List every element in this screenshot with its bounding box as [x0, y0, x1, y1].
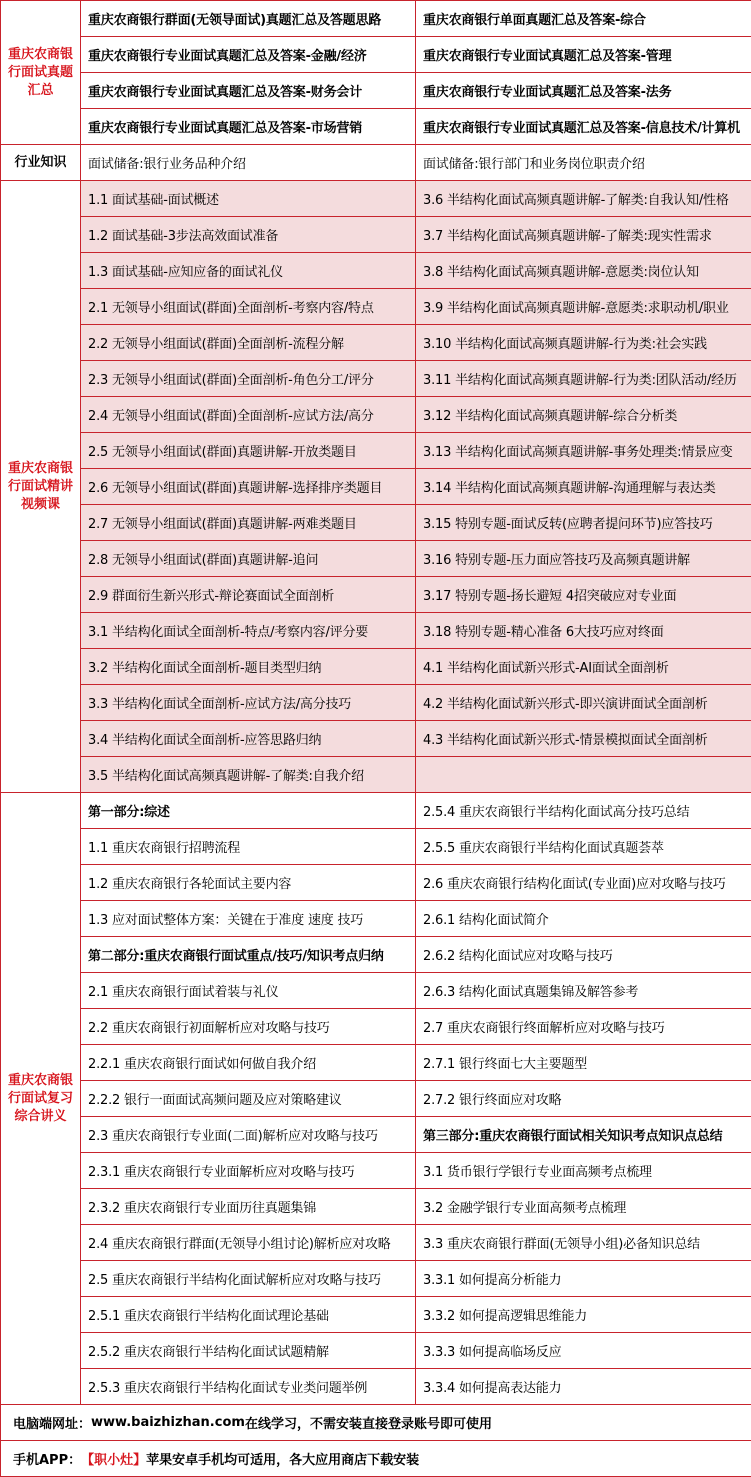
review-item[interactable]: 3.3.2 如何提高逻辑思维能力: [415, 1296, 751, 1333]
video_course-item[interactable]: 3.9 半结构化面试高频真题讲解-意愿类:求职动机/职业: [415, 288, 751, 325]
review-item[interactable]: 2.6.3 结构化面试真题集锦及解答参考: [415, 972, 751, 1009]
video_course-item[interactable]: 3.13 半结构化面试高频真题讲解-事务处理类:情景应变: [415, 432, 751, 469]
review-item[interactable]: 2.7.1 银行终面七大主要题型: [415, 1044, 751, 1081]
review-item[interactable]: 2.7.2 银行终面应对攻略: [415, 1080, 751, 1117]
video_course-item[interactable]: 2.1 无领导小组面试(群面)全面剖析-考察内容/特点: [80, 288, 416, 325]
video_course-item[interactable]: 2.5 无领导小组面试(群面)真题讲解-开放类题目: [80, 432, 416, 469]
review-item[interactable]: 2.5.3 重庆农商银行半结构化面试专业类问题举例: [80, 1368, 416, 1405]
video_course-item[interactable]: 3.6 半结构化面试高频真题讲解-了解类:自我认知/性格: [415, 180, 751, 217]
review-item[interactable]: 2.6 重庆农商银行结构化面试(专业面)应对攻略与技巧: [415, 864, 751, 901]
review-item[interactable]: 2.5.4 重庆农商银行半结构化面试高分技巧总结: [415, 792, 751, 829]
review-item[interactable]: 第一部分:综述: [80, 792, 416, 829]
exam_summary-item[interactable]: 重庆农商银行专业面试真题汇总及答案-法务: [415, 72, 751, 109]
industry-item[interactable]: 面试储备:银行部门和业务岗位职责介绍: [415, 144, 751, 181]
review-item[interactable]: 2.3.1 重庆农商银行专业面解析应对攻略与技巧: [80, 1152, 416, 1189]
video_course-item[interactable]: 1.1 面试基础-面试概述: [80, 180, 416, 217]
app-label: 手机APP：: [13, 1453, 82, 1468]
review-item[interactable]: 1.2 重庆农商银行各轮面试主要内容: [80, 864, 416, 901]
exam_summary-item[interactable]: 重庆农商银行专业面试真题汇总及答案-市场营销: [80, 108, 416, 145]
video_course-label: 重庆农商银行面试精讲视频课: [0, 180, 81, 793]
video_course-item[interactable]: 4.2 半结构化面试新兴形式-即兴演讲面试全面剖析: [415, 684, 751, 721]
review-item[interactable]: 3.2 金融学银行专业面高频考点梳理: [415, 1188, 751, 1225]
video_course-item[interactable]: 1.2 面试基础-3步法高效面试准备: [80, 216, 416, 253]
exam_summary-item[interactable]: 重庆农商银行群面(无领导面试)真题汇总及答题思路: [80, 0, 416, 37]
review-item[interactable]: 1.3 应对面试整体方案：关键在于准度 速度 技巧: [80, 900, 416, 937]
video_course-item[interactable]: 3.12 半结构化面试高频真题讲解-综合分析类: [415, 396, 751, 433]
video_course-item[interactable]: 2.3 无领导小组面试(群面)全面剖析-角色分工/评分: [80, 360, 416, 397]
video_course-item[interactable]: 3.3 半结构化面试全面剖析-应试方法/高分技巧: [80, 684, 416, 721]
review-item[interactable]: 3.3 重庆农商银行群面(无领导小组)必备知识总结: [415, 1224, 751, 1261]
review-item[interactable]: 2.5 重庆农商银行半结构化面试解析应对攻略与技巧: [80, 1260, 416, 1297]
review-item[interactable]: 1.1 重庆农商银行招聘流程: [80, 828, 416, 865]
review-item[interactable]: 2.2.1 重庆农商银行面试如何做自我介绍: [80, 1044, 416, 1081]
video_course-item[interactable]: 2.4 无领导小组面试(群面)全面剖析-应试方法/高分: [80, 396, 416, 433]
exam_summary-item[interactable]: 重庆农商银行专业面试真题汇总及答案-金融/经济: [80, 36, 416, 73]
video_course-item[interactable]: 3.1 半结构化面试全面剖析-特点/考察内容/评分要: [80, 612, 416, 649]
video_course-item[interactable]: 3.11 半结构化面试高频真题讲解-行为类:团队活动/经历: [415, 360, 751, 397]
review-item[interactable]: 3.1 货币银行学银行专业面高频考点梳理: [415, 1152, 751, 1189]
video_course-item[interactable]: 3.14 半结构化面试高频真题讲解-沟通理解与表达类: [415, 468, 751, 505]
industry-item[interactable]: 面试储备:银行业务品种介绍: [80, 144, 416, 181]
review-label: 重庆农商银行面试复习综合讲义: [0, 792, 81, 1405]
industry-label: 行业知识: [0, 144, 81, 181]
review-item[interactable]: 2.2 重庆农商银行初面解析应对攻略与技巧: [80, 1008, 416, 1045]
video_course-item[interactable]: 3.2 半结构化面试全面剖析-题目类型归纳: [80, 648, 416, 685]
video_course-item[interactable]: 3.15 特别专题-面试反转(应聘者提问环节)应答技巧: [415, 504, 751, 541]
review-item[interactable]: 2.2.2 银行一面面试高频问题及应对策略建议: [80, 1080, 416, 1117]
video_course-item[interactable]: 4.3 半结构化面试新兴形式-情景模拟面试全面剖析: [415, 720, 751, 757]
review-item[interactable]: 3.3.4 如何提高表达能力: [415, 1368, 751, 1405]
video_course-item[interactable]: 2.6 无领导小组面试(群面)真题讲解-选择排序类题目: [80, 468, 416, 505]
footer-app[interactable]: [0, 1440, 751, 1477]
video_course-item[interactable]: 3.4 半结构化面试全面剖析-应答思路归纳: [80, 720, 416, 757]
video_course-item[interactable]: 3.5 半结构化面试高频真题讲解-了解类:自我介绍: [80, 756, 416, 793]
video_course-item[interactable]: 4.1 半结构化面试新兴形式-AI面试全面剖析: [415, 648, 751, 685]
review-item[interactable]: 2.3 重庆农商银行专业面(二面)解析应对攻略与技巧: [80, 1116, 416, 1153]
review-item[interactable]: 2.6.1 结构化面试简介: [415, 900, 751, 937]
video_course-item[interactable]: 3.8 半结构化面试高频真题讲解-意愿类:岗位认知: [415, 252, 751, 289]
video_course-item[interactable]: 3.7 半结构化面试高频真题讲解-了解类:现实性需求: [415, 216, 751, 253]
review-item[interactable]: 2.5.5 重庆农商银行半结构化面试真题荟萃: [415, 828, 751, 865]
exam_summary-item[interactable]: 重庆农商银行单面真题汇总及答案-综合: [415, 0, 751, 37]
exam_summary-item[interactable]: 重庆农商银行专业面试真题汇总及答案-信息技术/计算机: [415, 108, 751, 145]
video_course-item[interactable]: 1.3 面试基础-应知应备的面试礼仪: [80, 252, 416, 289]
footer-pc[interactable]: [0, 1404, 751, 1441]
review-item[interactable]: 2.7 重庆农商银行终面解析应对攻略与技巧: [415, 1008, 751, 1045]
review-item[interactable]: 2.5.1 重庆农商银行半结构化面试理论基础: [80, 1296, 416, 1333]
video_course-item[interactable]: 3.18 特别专题-精心准备 6大技巧应对终面: [415, 612, 751, 649]
app-note: 苹果安卓手机均可适用，各大应用商店下载安装: [146, 1453, 420, 1468]
video_course-item[interactable]: 3.17 特别专题-扬长避短 4招突破应对专业面: [415, 576, 751, 613]
app-name[interactable]: 【职小灶】: [81, 1453, 147, 1468]
review-item[interactable]: 3.3.1 如何提高分析能力: [415, 1260, 751, 1297]
pc-note: 在线学习，不需安装直接登录账号即可使用: [244, 1417, 492, 1432]
video_course-item[interactable]: 2.2 无领导小组面试(群面)全面剖析-流程分解: [80, 324, 416, 361]
exam_summary-label: 重庆农商银行面试真题汇总: [0, 0, 81, 145]
review-item[interactable]: 第二部分:重庆农商银行面试重点/技巧/知识考点归纳: [80, 936, 416, 973]
review-item[interactable]: 3.3.3 如何提高临场反应: [415, 1332, 751, 1369]
video_course-item[interactable]: 3.10 半结构化面试高频真题讲解-行为类:社会实践: [415, 324, 751, 361]
exam_summary-item[interactable]: 重庆农商银行专业面试真题汇总及答案-管理: [415, 36, 751, 73]
video_course-item[interactable]: 2.8 无领导小组面试(群面)真题讲解-追问: [80, 540, 416, 577]
exam_summary-item[interactable]: 重庆农商银行专业面试真题汇总及答案-财务会计: [80, 72, 416, 109]
review-item[interactable]: 第三部分:重庆农商银行面试相关知识考点知识点总结: [415, 1116, 751, 1153]
review-item[interactable]: 2.3.2 重庆农商银行专业面历往真题集锦: [80, 1188, 416, 1225]
video_course-item[interactable]: 3.16 特别专题-压力面应答技巧及高频真题讲解: [415, 540, 751, 577]
pc-label: 电脑端网址：: [13, 1417, 92, 1432]
review-item[interactable]: 2.5.2 重庆农商银行半结构化面试试题精解: [80, 1332, 416, 1369]
video_course-item[interactable]: 2.7 无领导小组面试(群面)真题讲解-两难类题目: [80, 504, 416, 541]
review-item[interactable]: 2.6.2 结构化面试应对攻略与技巧: [415, 936, 751, 973]
review-item[interactable]: 2.4 重庆农商银行群面(无领导小组讨论)解析应对攻略: [80, 1224, 416, 1261]
video_course-item[interactable]: 2.9 群面衍生新兴形式-辩论赛面试全面剖析: [80, 576, 416, 613]
pc-url-link[interactable]: www.baizhizhan.com: [91, 1415, 245, 1430]
video_course-item[interactable]: [415, 756, 751, 793]
review-item[interactable]: 2.1 重庆农商银行面试着装与礼仪: [80, 972, 416, 1009]
